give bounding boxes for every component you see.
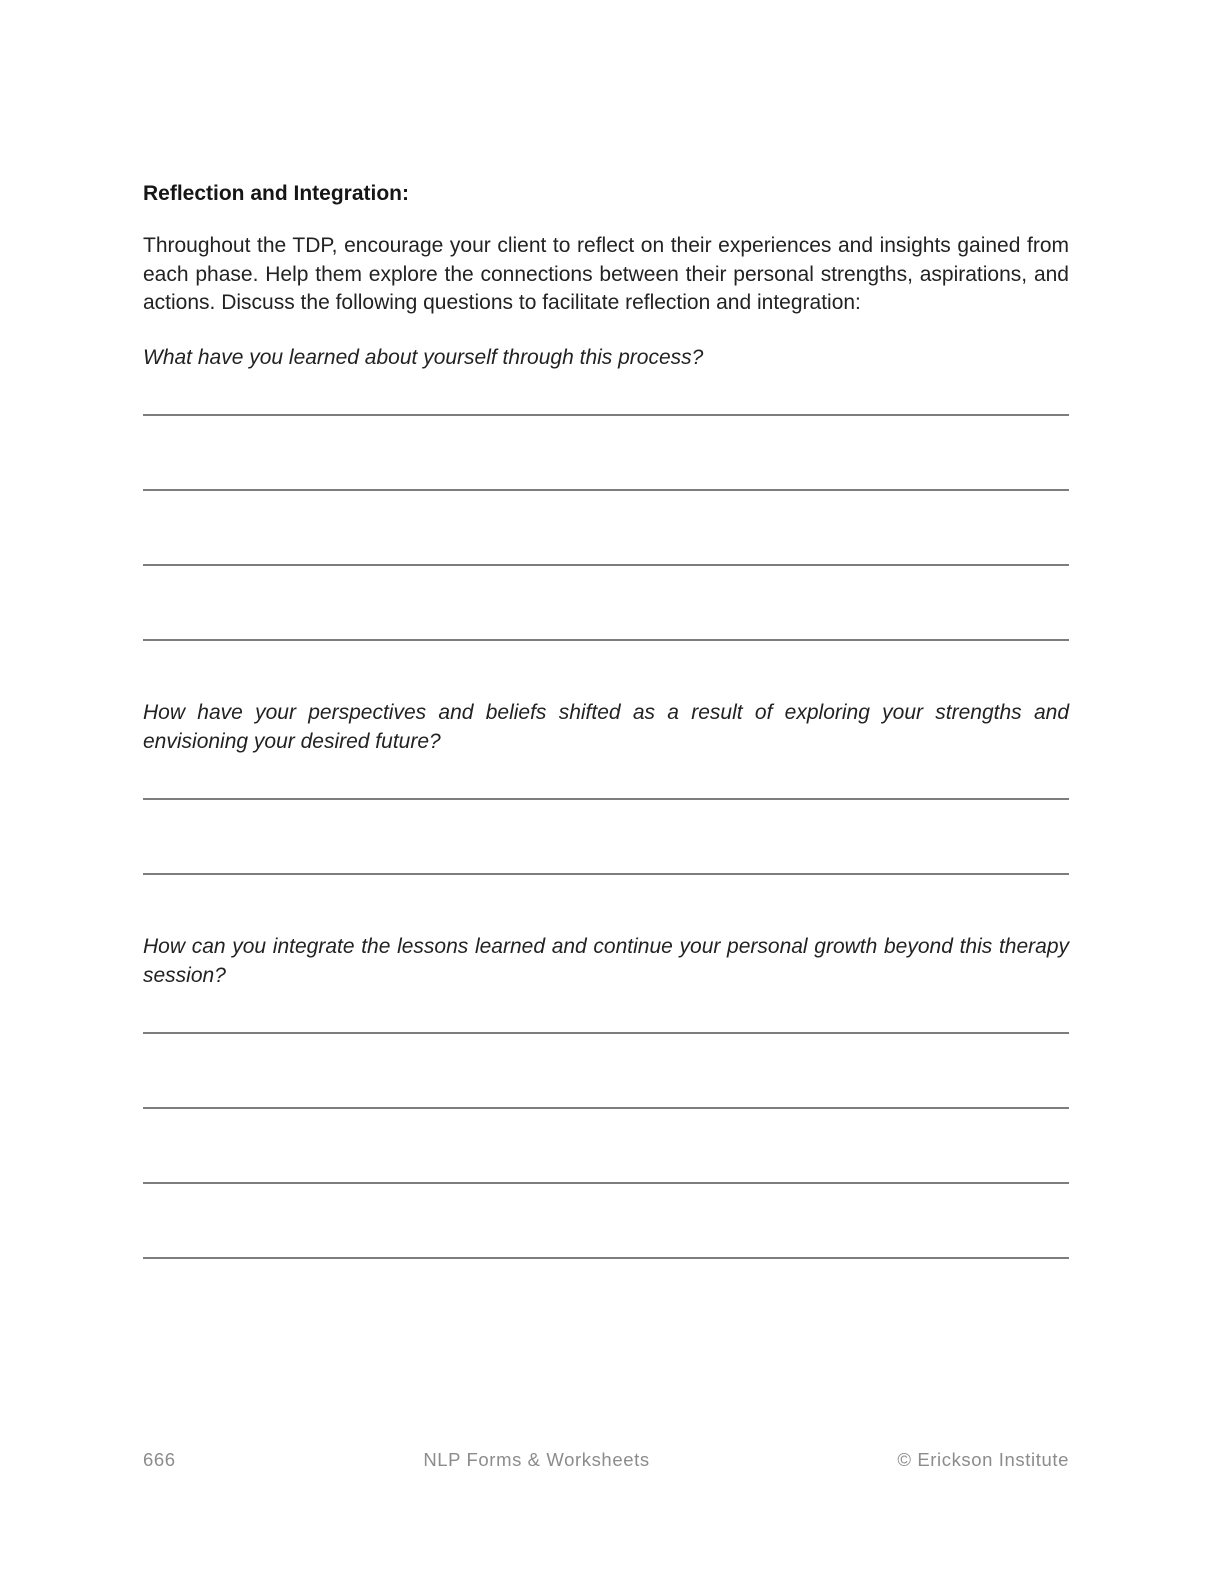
writing-line xyxy=(143,1034,1069,1109)
writing-line xyxy=(143,756,1069,800)
question-3-writing-lines xyxy=(143,990,1069,1259)
writing-line xyxy=(143,491,1069,566)
page-footer xyxy=(143,1449,1069,1471)
question-2-text: How have your perspectives and beliefs shifted as a result of exploring your strengths and envisioning your desired future? xyxy=(143,700,1069,753)
footer-title: NLP Forms & Worksheets xyxy=(423,1449,650,1470)
writing-line xyxy=(143,990,1069,1034)
page-content xyxy=(143,180,1069,1259)
writing-line xyxy=(143,1109,1069,1184)
intro-paragraph: Throughout the TDP, encourage your client to reflect on their experiences and insights gained from each phase. Help them explore the connections between their personal strengths, aspirations, and actions. Discuss the following questions to facilitate reflection and integration: xyxy=(143,234,1069,314)
writing-line xyxy=(143,566,1069,641)
question-2-writing-lines xyxy=(143,756,1069,875)
footer-copyright: © Erickson Institute xyxy=(897,1449,1069,1470)
writing-line xyxy=(143,416,1069,491)
writing-line xyxy=(143,372,1069,416)
writing-line xyxy=(143,1184,1069,1259)
footer-page-number: 666 xyxy=(143,1449,176,1470)
question-3-text: How can you integrate the lessons learned and continue your personal growth beyond this therapy session? xyxy=(143,934,1069,987)
writing-line xyxy=(143,800,1069,875)
question-1-text: What have you learned about yourself through this process? xyxy=(143,345,704,369)
section-heading: Reflection and Integration: xyxy=(143,182,410,205)
question-1-writing-lines xyxy=(143,372,1069,641)
